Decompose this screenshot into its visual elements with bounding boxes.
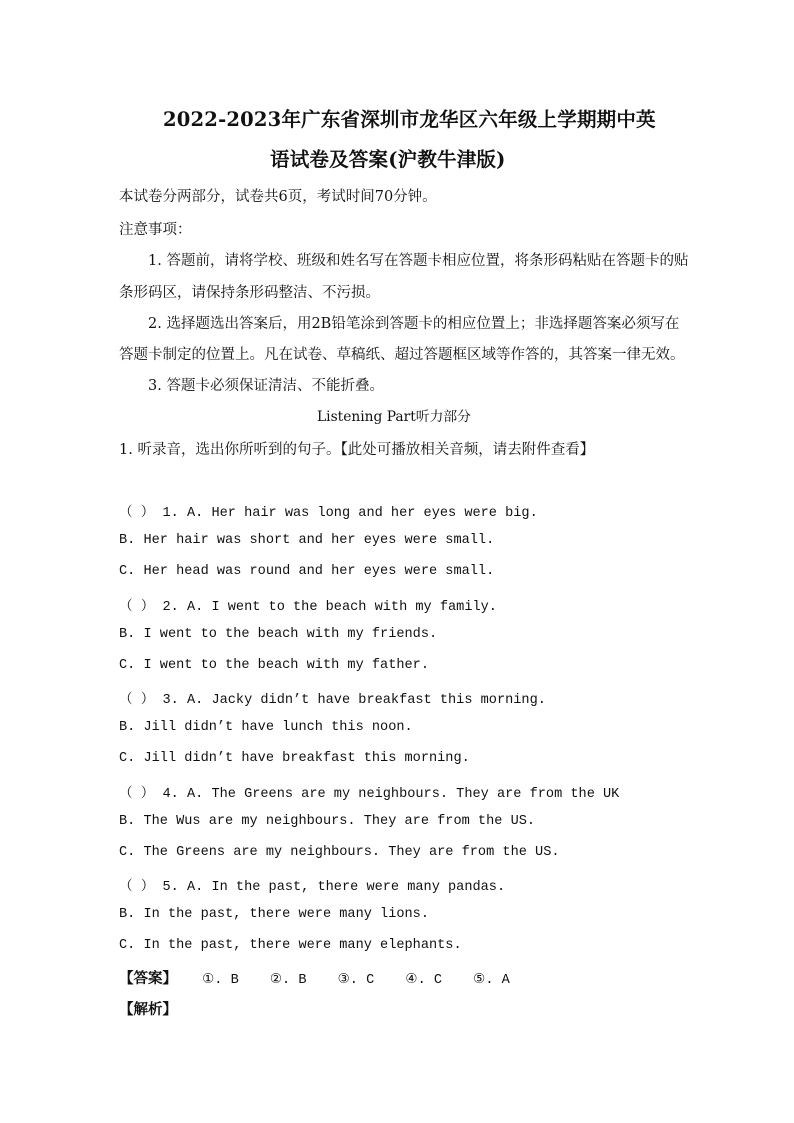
title-line-1: 2022-2023年广东省深圳市龙华区六年级上学期期中英 (163, 108, 656, 131)
item-1-option-a: （ ） 1. A. Her hair was long and her eyes were big. (119, 506, 538, 521)
notice-item-3: 3. 答题卡必须保证清洁、不能折叠。 (148, 378, 384, 394)
item-2-option-a: （ ） 2. A. I went to the beach with my family. (119, 600, 497, 615)
item-2-option-c: C. I went to the beach with my father. (119, 658, 429, 673)
item-1-option-c: C. Her head was round and her eyes were small. (119, 564, 495, 579)
answer-value: ①. B (202, 973, 239, 988)
item-5-option-a: （ ） 5. A. In the past, there were many pandas. (119, 880, 506, 895)
answer-label: 【答案】 (119, 970, 177, 987)
answer-value: ③. C (337, 973, 375, 988)
analysis-label: 【解析】 (119, 1001, 177, 1018)
question-1-prompt: 1. 听录音，选出你所听到的句子。【此处可播放相关音频，请去附件查看】 (119, 442, 595, 458)
item-4-option-a: （ ） 4. A. The Greens are my neighbours. They are from the UK (119, 787, 620, 802)
item-1-option-b: B. Her hair was short and her eyes were small. (119, 533, 495, 548)
notice-item-1-line-2: 条形码区，请保持条形码整洁、不污损。 (119, 285, 380, 301)
title-line-2: 语试卷及答案(沪教牛津版) (270, 148, 506, 171)
answer-value: ④. C (405, 973, 443, 988)
answer-value: ⑤. A (473, 973, 510, 988)
item-3-option-b: B. Jill didn’t have lunch this noon. (119, 720, 413, 735)
item-5-option-b: B. In the past, there were many lions. (119, 907, 429, 922)
notice-heading: 注意事项： (119, 222, 192, 238)
item-3-option-a: （ ） 3. A. Jacky didn’t have breakfast this morning. (119, 693, 546, 708)
notice-item-1-line-1: 1. 答题前，请将学校、班级和姓名写在答题卡相应位置，将条形码粘贴在答题卡的贴 (148, 253, 689, 269)
answer-value: ②. B (269, 973, 307, 988)
notice-item-2-line-1: 2. 选择题选出答案后，用2B铅笔涂到答题卡的相应位置上；非选择题答案必须写在 (148, 316, 680, 332)
intro-text: 本试卷分两部分，试卷共6页，考试时间70分钟。 (119, 189, 437, 205)
item-4-option-b: B. The Wus are my neighbours. They are from the US. (119, 814, 536, 829)
item-3-option-c: C. Jill didn’t have breakfast this morning. (119, 751, 470, 766)
notice-item-2-line-2: 答题卡制定的位置上。凡在试卷、草稿纸、超过答题框区域等作答的，其答案一律无效。 (119, 347, 685, 363)
item-5-option-c: C. In the past, there were many elephants. (119, 938, 462, 953)
section-heading: Listening Part听力部分 (317, 409, 471, 425)
item-4-option-c: C. The Greens are my neighbours. They are from the US. (119, 845, 560, 860)
item-2-option-b: B. I went to the beach with my friends. (119, 627, 438, 642)
answer-row (119, 967, 510, 988)
